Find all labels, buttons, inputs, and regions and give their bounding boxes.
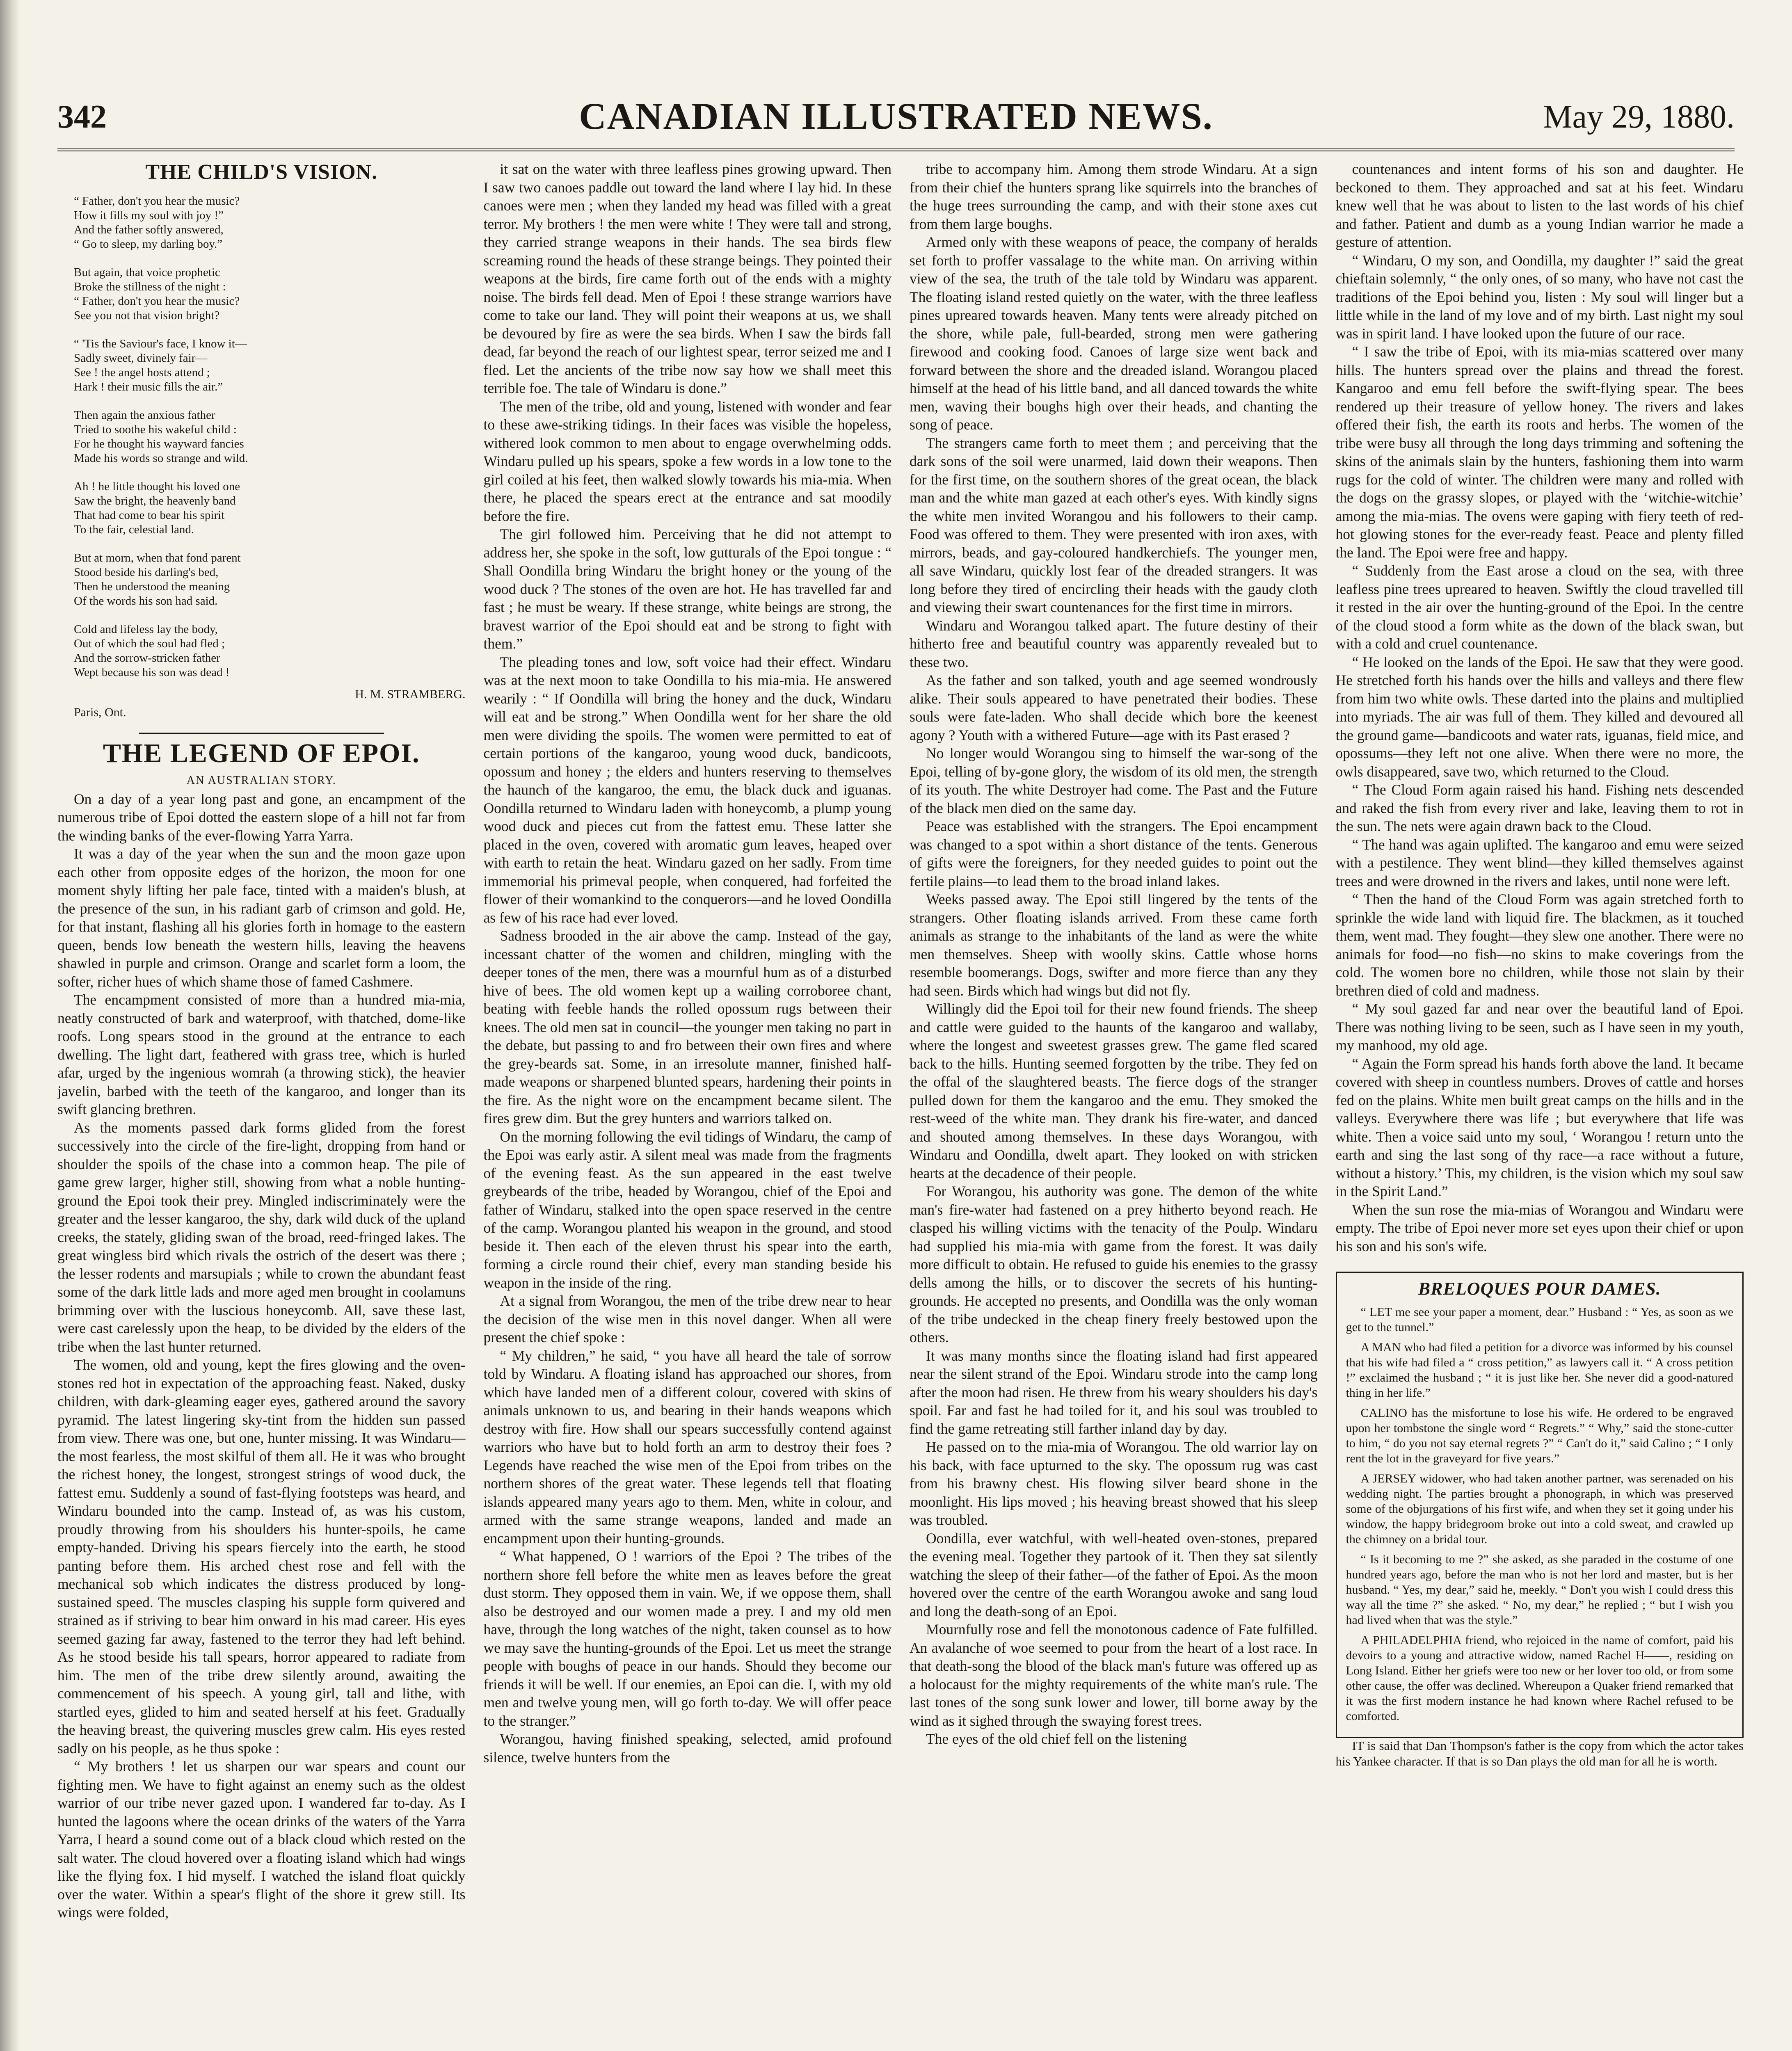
article-paragraph: He passed on to the mia-mia of Worangou. The old warrior lay on his back, with face upturned to the sky. The opossum rug was cast from his brawny chest. His flowing silver beard shone in the moonlight. His lips moved ; his heaving breast showed that his sleep was troubled. xyxy=(910,1439,1318,1528)
poem-line: “ 'Tis the Saviour's face, I know it— xyxy=(74,337,247,350)
anecdote: “ Is it becoming to me ?” she asked, as she paraded in the costume of one hundred years ago, before the man who is not her lord and master, but is her husband. “ Yes, my dear,” said he, meekly. “ Don't you wish I could dress this way all the time ?” she asked. “ No, my dear,” he replied ; “ but I wish you had lived when that was the style.” xyxy=(1346,1553,1733,1627)
article-paragraph: “ He looked on the lands of the Epoi. He saw that they were good. He stretched forth his hands over the hills and valleys and there flew from him two white owls. These darted into the plains and multiplied into myriads. The air was full of them. They killed and devoured all the ground game—bandicoots and water rats, iguanas, field mice, and opossums—they left not one alive. When there were no more, the owls disappeared, save two, which returned to the Cloud. xyxy=(1335,653,1744,780)
issue-date: May 29, 1880. xyxy=(1543,99,1735,135)
poem xyxy=(57,160,466,722)
poem-line: Ah ! he little thought his loved one xyxy=(74,480,240,493)
poem-line: “ Go to sleep, my darling boy.” xyxy=(74,237,223,251)
anecdote: A JERSEY widower, who had taken another partner, was serenaded on his wedding night. The parties brought a phonograph, in which was preserved some of the objurgations of his first wife, and when they set it going under his window, the happy bridegroom broke out into a cold sweat, and crawled up the chimney on a bridal tour. xyxy=(1346,1472,1733,1546)
page-number: 342 xyxy=(57,99,107,135)
anecdote: A PHILADELPHIA friend, who rejoiced in the name of comfort, paid his devoirs to a young and attractive widow, named Rachel H——, residing on Long Island. Either her griefs were too new or her lover too old, or from some other cause, the offer was declined. Whereupon a Quaker friend remarked that it was the first modern instance he had known where Rachel refused to be comforted. xyxy=(1346,1633,1733,1723)
breloques-title: BRELOQUES POUR DAMES. xyxy=(1418,1279,1661,1299)
poem-line: Wept because his son was dead ! xyxy=(74,665,230,679)
article-paragraph: The women, old and young, kept the fires glowing and the oven-stones red hot in expectation of the approaching feast. Naked, dusky children, with dark-gleaming eager eyes, gathered around the savory pyramid. The latest lingering sky-tint from the hidden sun passed from view. There was one, but one, hunter missing. It was Windaru—the most fearless, the most skilful of them all. He it was who brought the richest honey, the longest, strongest strings of wood duck, the fattest emu. Suddenly a sound of fast-flying footsteps was heard, and Windaru bounded into the camp. Instead of, as was his custom, proudly throwing from his shoulders his hunter-spoils, he came empty-handed. Driving his spears fiercely into the earth, he stood panting before them. His arched chest rose and fell with the mechanical sob which indicates the distress produced by long-sustained speed. The muscles clasping his supple form quivered and strained as if striving to bear him onward in his mad career. His eyes seemed gazing far away, fastened to the terror they had left behind. As he stood beside his tall spears, horror appeared to radiate from him. The men of the tribe drew silently around, awaiting the commencement of his speech. A young girl, tall and lithe, with startled eyes, glided to him and seated herself at his feet. Gradually the heaving breast, the quivering muscles grew calm. His eyes rested sadly on his people, as he thus spoke : xyxy=(57,1357,466,1756)
article-paragraph: “ My children,” he said, “ you have all heard the tale of sorrow told by Windaru. A floating island has approached our shores, from which have landed men of a different colour, covered with skins of animals unknown to us, and bearing in their hands weapons which destroy with fire. How shall our spears successfully contend against warriors who have but to hold forth an arm to destroy their foes ? Legends have reached the wise men of the Epoi from tribes on the northern shores of the great water. These legends tell that floating islands appeared many years ago to them. Men, white in colour, and armed with the same strange weapons, landed and made an encampment upon their hunting-grounds. xyxy=(483,1347,891,1546)
poem-line: Sadly sweet, divinely fair— xyxy=(74,351,208,365)
article-paragraph: The men of the tribe, old and young, listened with wonder and fear to these awe-striking tidings. In their faces was visible the hopeless, withered look common to men about to engage overwhelming odds. Windaru pulled up his spears, spoke a few words in a low tone to the girl coiled at his feet, then walked slowly towards his mia-mia. When there, he placed the spears erect at the entrance and sat moodily before the fire. xyxy=(483,398,891,524)
article-paragraph: The eyes of the old chief fell on the listening xyxy=(926,1731,1187,1747)
poem-line: Broke the stillness of the night : xyxy=(74,280,226,293)
article-text-col2 xyxy=(484,160,892,1766)
divider xyxy=(139,733,384,734)
poem-line: Cold and lifeless lay the body, xyxy=(74,622,218,636)
poem-line: Hark ! their music fills the air.” xyxy=(74,380,223,393)
poem-place: Paris, Ont. xyxy=(74,706,126,719)
poem-stanza xyxy=(74,337,466,394)
poem-stanza xyxy=(74,551,466,608)
column-2 xyxy=(484,160,892,2051)
poem-stanzas xyxy=(57,194,466,680)
article-paragraph: “ The hand was again uplifted. The kangaroo and emu were seized with a pestilence. They went blind—they killed themselves against trees and were drowned in the rivers and lakes, until none were left. xyxy=(1335,836,1744,889)
poem-stanza xyxy=(74,408,466,466)
poem-line: And the sorrow-stricken father xyxy=(74,651,220,665)
poem-line: But again, that voice prophetic xyxy=(74,265,220,279)
poem-stanza xyxy=(74,480,466,537)
article-paragraph: On the morning following the evil tidings of Windaru, the camp of the Epoi was early astir. A silent meal was made from the fragments of the evening feast. As the sun appeared in the east twelve greybeards of the tribe, headed by Worangou, chief of the Epoi and father of Windaru, stalked into the open space reserved in the centre of the camp. Worangou planted his weapon in the ground, and stood beside it. Then each of the eleven thrust his spear into the earth, forming a circle round their chief, every man standing beside his weapon in the inside of the ring. xyxy=(483,1128,891,1291)
poem-line: Stood beside his darling's bed, xyxy=(74,565,219,579)
article-paragraph: “ The Cloud Form again raised his hand. Fishing nets descended and raked the fish from every river and lake, leaving them to rot in the sun. The nets were again drawn back to the Cloud. xyxy=(1335,781,1744,834)
article-paragraph: The strangers came forth to meet them ; and perceiving that the dark sons of the soil were unarmed, laid down their weapons. Then for the first time, on the southern shores of the great ocean, the black man and the white man gazed at each other's eyes. With kindly signs the white men invited Worangou and his followers to their camp. Food was offered to them. They were presented with iron axes, with mirrors, beads, and gay-coloured handkerchiefs. The younger men, all save Windaru, quickly lost fear of the dreaded strangers. It was long before they tired of encircling their heads with the gaudy cloth and viewing their swart countenances for the first time in mirrors. xyxy=(910,434,1318,615)
article-paragraph: “ My brothers ! let us sharpen our war spears and count our fighting men. We have to fight against an enemy such as the oldest warrior of our tribe never gazed upon. I wandered far to-day. As I hunted the lagoons where the ocean drinks of the waters of the Yarra Yarra, I heard a sound come out of a black cloud which rested on the salt water. The cloud hovered over a floating island which had wings like the flying fox. I hid myself. I watched the island float quickly over the water. Within a spear's flight of the shore it grew still. Its wings were folded, xyxy=(57,1758,466,1921)
article-paragraph: It was many months since the floating island had first appeared near the silent strand of the Epoi. Windaru strode into the camp long after the moon had risen. He threw from his weary shoulders his day's spoil. Far and fast he had toiled for it, and his soul was troubled to find the game retreating still farther inland day by day. xyxy=(910,1347,1318,1437)
article-paragraph: When the sun rose the mia-mias of Worangou and Windaru were empty. The tribe of Epoi never more set eyes upon their chief or upon his son and his son's wife. xyxy=(1335,1201,1744,1254)
article-paragraph: Peace was established with the strangers. The Epoi encampment was changed to a spot within a short distance of the tents. Generous of gifts were the foreigners, for they needed guides to point out the fertile plains—to lead them to the broad inland lakes. xyxy=(910,818,1318,889)
article-paragraph: The pleading tones and low, soft voice had their effect. Windaru was at the next moon to take Oondilla to his mia-mia. He answered wearily : “ If Oondilla will bring the honey and the duck, Windaru will eat and be strong.” When Oondilla went for her share the old men were dividing the spoils. The women were permitted to eat of certain portions of the kangaroo, young wood duck, bandicoots, opossum and honey ; the elders and hunters reserving to themselves the haunch of the kangaroo, the emu, the black duck and iguanas. Oondilla returned to Windaru laden with honeycomb, a plump young wood duck and pieces cut from the fattest emu. These latter she placed in the oven, covered with aromatic gum leaves, heaped over with earth to retain the heat. Windaru gazed on her sadly. From time immemorial his primeval people, when conquered, had forfeited the flower of their womankind to the conquerors—and he loved Oondilla as few of his race had ever loved. xyxy=(483,653,891,926)
poem-line: For he thought his wayward fancies xyxy=(74,437,244,450)
anecdote: “ LET me see your paper a moment, dear.” Husband : “ Yes, as soon as we get to the tunnel.” xyxy=(1346,1305,1733,1334)
article-paragraph: “ Suddenly from the East arose a cloud on the sea, with three leafless pine trees upreared to heaven. Swiftly the cloud travelled till it rested in the air over the hunting-ground of the Epoi. In the centre of the cloud stood a form white as the down of the black swan, but with a cold and cruel countenance. xyxy=(1335,562,1744,652)
columns xyxy=(57,160,1744,2051)
article-paragraph: Windaru and Worangou talked apart. The future destiny of their hitherto free and beautiful country was apparently revealed but to these two. xyxy=(910,617,1318,670)
poem-line: Tried to soothe his wakeful child : xyxy=(74,423,237,436)
poem-line: But at morn, when that fond parent xyxy=(74,551,241,564)
poem-line: Then again the anxious father xyxy=(74,408,215,422)
breloques-box xyxy=(1336,1272,1744,1738)
anecdote: CALINO has the misfortune to lose his wife. He ordered to be engraved upon her tombstone the single word “ Regrets.” “ Why,” said the stone-cutter to him, “ do you not say eternal regrets ?” “ Can't do it,” said Calino ; “ I only rent the lot in the graveyard for five years.” xyxy=(1346,1406,1733,1465)
article-paragraph: At a signal from Worangou, the men of the tribe drew near to hear the decision of the wise men in this novel danger. When all were present the chief spoke : xyxy=(483,1293,891,1345)
article-paragraph: “ My soul gazed far and near over the beautiful land of Epoi. There was nothing living to be seen, such as I have seen in my youth, my manhood, my old age. xyxy=(1335,1000,1744,1053)
poem-line: That had come to bear his spirit xyxy=(74,508,225,522)
column-4 xyxy=(1336,160,1744,2051)
column-1 xyxy=(57,160,466,2051)
article-paragraph: The encampment consisted of more than a hundred mia-mia, neatly constructed of bark and waterproof, with thatched, dome-like roofs. Long spears stood in the ground at the entrance to each dwelling. The light dart, feathered with grass tree, which is hurled afar, urged by the ingenious womrah (a throwing stick), the heavier javelin, barbed with the teeth of the kangaroo, and longer than its swift glancing brethren. xyxy=(57,991,466,1117)
article-paragraph: “ Windaru, O my son, and Oondilla, my daughter !” said the great chieftain solemnly, “ the only ones, of so many, who have not cast the traditions of the Epoi behind you, listen : My soul will linger but a little while in the land of my love and of my birth. Last night my soul was in spirit land. I have looked upon the future of our race. xyxy=(1335,252,1744,342)
poem-stanza xyxy=(74,622,466,680)
article-paragraph: it sat on the water with three leafless pines growing upward. Then I saw two canoes paddle out toward the land where I lay hid. In these canoes were men ; when they landed my head was filled with a great terror. My brothers ! the men were white ! They were tall and strong, they carried strange weapons in their hands. The sea birds flew screaming round the heads of these strange beings. They pointed their weapons at the birds, fire came forth out of the ends with a mighty noise. The birds fell dead. Men of Epoi ! these strange warriors have come to take our land. They will point their weapons at us, we shall be devoured by fire as were the sea birds. When I saw the birds fall dead, far beyond the reach of our lightest spear, terror seized me and I fled. Let the ancients of the tribe now say how we shall meet this terrible foe. The tale of Windaru is done.” xyxy=(483,161,891,396)
article-paragraph: “ I saw the tribe of Epoi, with its mia-mias scattered over many hills. The hunters spread over the plains and thread the forest. Kangaroo and emu fell before the swift-flying spear. The bees rendered up their treasure of yellow honey. The rivers and lakes offered their fish, the earth its roots and herbs. The women of the tribe were busy all through the long days trimming and softening the skins of the animals slain by the hunters, fashioning them into warm rugs for the cold of winter. The children were many and rolled with the dogs on the grassy slopes, or played with the ‘witchie-witchie’ among the mia-mias. The ovens were gaping with fiery teeth of red-hot glowing stones for the ever-ready feast. Peace and plenty filled the land. The Epoi were free and happy. xyxy=(1335,343,1744,561)
poem-author: H. M. STRAMBERG. xyxy=(355,687,466,701)
article-paragraph: “ Again the Form spread his hands forth above the land. It became covered with sheep in countless numbers. Droves of cattle and horses fed on the plains. White men built great camps on the hills and in the valleys. Everywhere there was life ; but everywhere that life was white. Then a voice said unto my soul, ‘ Worangou ! return unto the earth and sing the last song of thy race—a race without a future, without a history.’ This, my children, is the vision which my soul saw in the Spirit Land.” xyxy=(1335,1055,1744,1199)
anecdote: A MAN who had filed a petition for a divorce was informed by his counsel that his wife had filed a “ cross petition,” as lawyers call it. “ A cross petition !” exclaimed the husband ; “ it is just like her. She never did a good-natured thing in her life.” xyxy=(1346,1341,1733,1400)
article-paragraph: Armed only with these weapons of peace, the company of heralds set forth to proffer vassalage to the white man. On arriving within view of the sea, the truth of the tale told by Windaru was apparent. The floating island rested quietly on the water, with the three leafless pines upreared towards heaven. Many tents were already pitched on the shore, while pale, full-bearded, strong men were gathering firewood and cooking food. Canoes of large size went back and forward between the shore and the dreaded island. Worangou placed himself at the head of his little band, and all danced towards the white men, waving their boughs high over their heads, and chanting the song of peace. xyxy=(910,234,1318,433)
article-paragraph: On a day of a year long past and gone, an encampment of the numerous tribe of Epoi dotted the eastern slope of a hill not far from the winding banks of the ever-flowing Yarra Yarra. xyxy=(57,790,466,844)
newspaper-title: CANADIAN ILLUSTRATED NEWS. xyxy=(579,95,1213,137)
article-paragraph: Willingly did the Epoi toil for their new found friends. The sheep and cattle were guided to the haunts of the kangaroo and wallaby, where the longest and sweetest grasses grew. The game fled scared back to the hills. Hunting seemed forgotten by the tribe. They fed on the offal of the slaughtered beasts. The fierce dogs of the stranger pulled down for them the kangaroo and the emu. They smoked the rest-weed of the white man. They drank his fire-water, and danced and shouted among themselves. In these days Worangou, with Windaru and Oondilla, dwelt apart. They looked on with stricken hearts at the decadence of their people. xyxy=(910,1000,1318,1181)
masthead-rule xyxy=(57,148,1735,151)
poem-line: Of the words his son had said. xyxy=(74,594,218,608)
article-paragraph: “ What happened, O ! warriors of the Epoi ? The tribes of the northern shore fell before the white men as leaves before the great dust storm. They opposed them in vain. We, if we oppose them, shall also be destroyed and our women made a prey. I and my old men have, through the long watches of the night, taken counsel as to how we may save the hunting-grounds of the Epoi. Let us meet the strange people with boughs of peace in our hands. Should they become our friends it will be well. If our enemies, an Epoi can die. I, with my old men and twelve young men, will go forth to-day. We will offer peace to the stranger.” xyxy=(483,1548,891,1729)
article-text-col3 xyxy=(910,160,1318,1748)
article-subtitle: AN AUSTRALIAN STORY. xyxy=(186,774,336,787)
article-paragraph: As the father and son talked, youth and age seemed wondrously alike. Their souls appeared to have penetrated their bodies. These souls were fate-laden. Who shall decide which bore the keenest agony ? Youth with a withered Future—age with its Past erased ? xyxy=(910,672,1318,743)
article-title: THE LEGEND OF EPOI. xyxy=(103,738,420,768)
poem-title: THE CHILD'S VISION. xyxy=(145,160,378,184)
binding-edge xyxy=(0,0,20,2051)
breloques-items xyxy=(1346,1304,1734,1724)
poem-line: “ Father, don't you hear the music? xyxy=(74,294,240,308)
poem-line: Saw the bright, the heavenly band xyxy=(74,494,236,507)
article-paragraph: As the moments passed dark forms glided from the forest successively into the circle of the fire-light, dropping from hand or shoulder the spoils of the chase into a common heap. The pile of game grew larger, higher still, showing from what a noble hunting-ground the Epoi took their prey. Mingled indiscriminately were the greater and the lesser kangaroo, the shy, dark wild duck of the upland creeks, the stately, gliding swan of the broad, reed-fringed lakes. The great wingless bird which rivals the ostrich of the desert was there ; the lesser rodents and marsupials ; while to crown the abundant feast some of the dark little lads and more aged men brought in coolamuns brimming over with the luscious honeycomb. All, save these last, were cast carelessly upon the heap, to be divided by the elders of the tribe when the last hunter returned. xyxy=(57,1119,466,1355)
column-3 xyxy=(910,160,1318,2051)
poem-stanza xyxy=(74,194,466,251)
poem-line: “ Father, don't you hear the music? xyxy=(74,194,240,208)
poem-line: How it fills my soul with joy !” xyxy=(74,208,224,222)
poem-line: To the fair, celestial land. xyxy=(74,523,194,536)
article-paragraph: No longer would Worangou sing to himself the war-song of the Epoi, telling of by-gone glory, the wisdom of its old men, the strength of its youth. The white Destroyer had come. The Past and the Future of the black men died on the same day. xyxy=(910,745,1318,816)
poem-line: Made his words so strange and wild. xyxy=(74,451,248,465)
article-paragraph: Oondilla, ever watchful, with well-heated oven-stones, prepared the evening meal. Together they partook of it. Then they sat silently watching the sleep of their father—of the father of Epoi. As the moon hovered over the centre of the earth Worangou awoke and sang loud and long the death-song of an Epoi. xyxy=(910,1530,1318,1619)
article-paragraph: For Worangou, his authority was gone. The demon of the white man's fire-water had fastened on a prey hitherto beyond reach. He clasped his willing victims with the tenacity of the Poulp. Windaru had supplied his mia-mia with game from the forest. It was daily more difficult to obtain. He refused to guide his enemies to the grassy dells among the hills, or to discover the secrets of his hunting-grounds. He accepted no presents, and Oondilla was the only woman of the tribe undecked in the cheap finery freely bestowed upon the others. xyxy=(910,1183,1318,1345)
article-text-col4 xyxy=(1336,160,1744,1255)
poem-stanza xyxy=(74,265,466,323)
poem-line: Out of which the soul had fled ; xyxy=(74,637,225,650)
poem-line: See ! the angel hosts attend ; xyxy=(74,365,210,379)
poem-line: See you not that vision bright? xyxy=(74,308,220,322)
article-paragraph: countenances and intent forms of his son and daughter. He beckoned to them. They approached and sat at his feet. Windaru knew well that he was about to listen to the last words of his chief and father. Patient and dumb as a young Indian warrior he made a gesture of attention. xyxy=(1335,161,1744,250)
article-text-col1 xyxy=(57,790,466,1922)
poem-line: And the father softly answered, xyxy=(74,223,224,236)
article-paragraph: The girl followed him. Perceiving that he did not attempt to address her, she spoke in the soft, low gutturals of the Epoi tongue : “ Shall Oondilla bring Windaru the bright honey or the young of the wood duck ? The stones of the oven are hot. He has travelled far and fast ; he must be weary. If these strange, white beings are strong, the bravest warrior of the Epoi should eat and be strong to fight with them.” xyxy=(483,526,891,652)
article-paragraph: It was a day of the year when the sun and the moon gaze upon each other from opposite edges of the horizon, the moon for one moment shyly lifting her pale face, tinted with a maiden's blush, at the presence of the sun, in his radiant garb of crimson and gold. He, for that instant, flashing all his glories forth in homage to the eastern queen, bends low beneath the western hills, leaving the heavens shawled in purple and crimson. Orange and scarlet form a loom, the softer, richer hues of which shame those of famed Cashmere. xyxy=(57,845,466,990)
article-paragraph: tribe to accompany him. Among them strode Windaru. At a sign from their chief the hunters sprang like squirrels into the branches of the huge trees surrounding the camp, and with their stone axes cut from them large boughs. xyxy=(910,161,1318,232)
closing-note: IT is said that Dan Thompson's father is the copy from which the actor takes his Yankee character. If that is so Dan plays the old man for all he is worth. xyxy=(1335,1738,1744,1768)
article-paragraph: Mournfully rose and fell the monotonous cadence of Fate fulfilled. An avalanche of woe seemed to pour from the heart of a lost race. In that death-song the blood of the black man's future was offered up as a holocaust for the mighty requirements of the white man's rule. The last tones of the song sunk lower and lower, till borne away by the wind as it sighed through the swaying forest trees. xyxy=(910,1621,1318,1729)
article-paragraph: Sadness brooded in the air above the camp. Instead of the gay, incessant chatter of the women and children, mingling with the deeper tones of the men, there was a mournful hum as of a disturbed hive of bees. The old women kept up a wailing corroboree chant, beating with feeble hands the rolled opossum rugs between their knees. The old men sat in council—the younger men taking no part in the debate, but passing to and fro between their own fires and where the grey-beards sat. Some, in an irresolute manner, finished half-made weapons or sharpened blunted spears, hardening their points in the fire. As the night wore on the encampment became silent. The fires grew dim. But the grey hunters and warriors talked on. xyxy=(483,927,891,1126)
masthead xyxy=(57,94,1735,148)
poem-line: Then he understood the meaning xyxy=(74,580,230,593)
article-paragraph: “ Then the hand of the Cloud Form was again stretched forth to sprinkle the wide land with liquid fire. The blackmen, as it touched them, went mad. They fought—they slew one another. There were no animals for food—no fish—no skins to make coverings from the cold. The women bore no children, while those not slain by their brethren died of cold and madness. xyxy=(1335,891,1744,999)
article-paragraph: Weeks passed away. The Epoi still lingered by the tents of the strangers. Other floating islands arrived. From these came forth animals as strange to the inhabitants of the land as were the white men themselves. Sheep with woolly skins. Cattle whose horns resemble boomerangs. Dogs, swifter and more fierce than any they had seen. Birds which had wings but did not fly. xyxy=(910,891,1318,999)
article-paragraph: Worangou, having finished speaking, selected, amid profound silence, twelve hunters from the xyxy=(483,1731,891,1766)
